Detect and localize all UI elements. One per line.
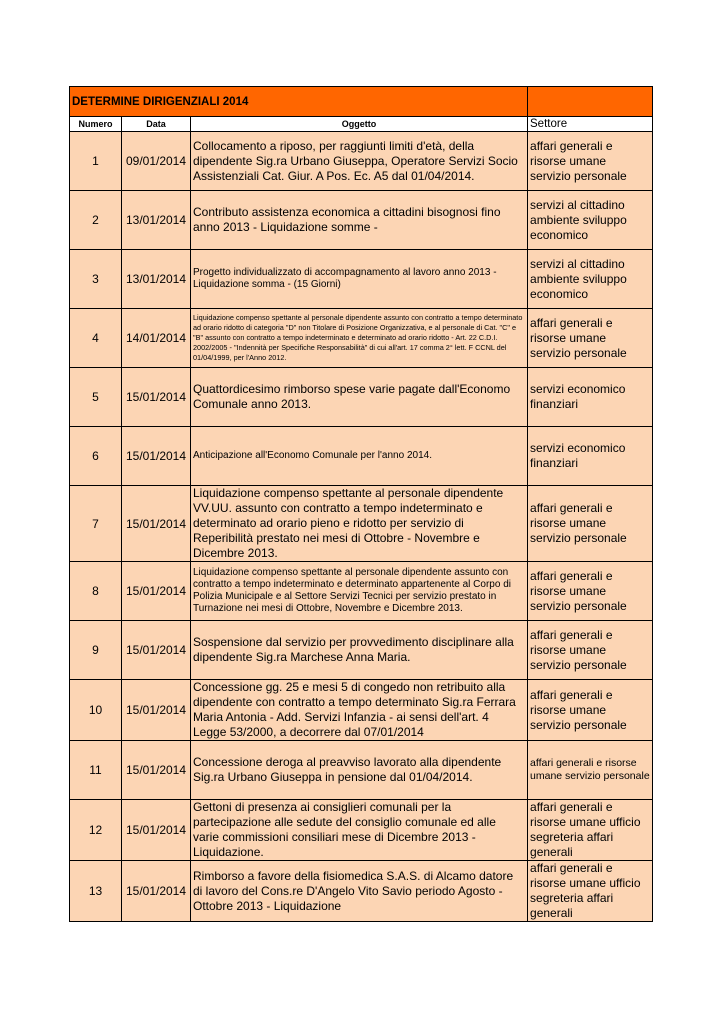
row-oggetto: Liquidazione compenso spettante al personale dipendente assunto con contratto a tempo indeterminato e determinato appartenente al Corpo di Polizia Municipale e al Settore Servizi Tecnici per servizio prestato in Turnazione nei mesi di Ottobre, Novembre e Dicembre 2013. — [191, 562, 528, 621]
row-numero: 9 — [70, 621, 122, 680]
row-numero: 11 — [70, 741, 122, 800]
row-oggetto: Rimborso a favore della fisiomedica S.A.S. di Alcamo datore di lavoro del Cons.re D'Angelo Vito Savio periodo Agosto - Ottobre 2013 - Liquidazione — [191, 861, 528, 922]
title-row — [70, 87, 653, 117]
row-oggetto: Gettoni di presenza ai consiglieri comunali per la partecipazione alle sedute del consiglio comunale ed alle varie commissioni consiliari mese di Dicembre 2013 - Liquidazione. — [191, 800, 528, 861]
table-row — [70, 250, 653, 309]
row-oggetto: Sospensione dal servizio per provvedimento disciplinare alla dipendente Sig.ra Marchese Anna Maria. — [191, 621, 528, 680]
header-row — [70, 117, 653, 132]
row-settore: affari generali e risorse umane servizio personale — [528, 309, 653, 368]
row-settore: affari generali e risorse umane servizio personale — [528, 621, 653, 680]
row-numero: 8 — [70, 562, 122, 621]
row-numero: 13 — [70, 861, 122, 922]
row-oggetto: Quattordicesimo rimborso spese varie pagate dall'Economo Comunale anno 2013. — [191, 368, 528, 427]
row-numero: 7 — [70, 486, 122, 562]
table-title: DETERMINE DIRIGENZIALI 2014 — [70, 87, 528, 117]
row-oggetto: Contributo assistenza economica a cittadini bisognosi fino anno 2013 - Liquidazione somme - — [191, 191, 528, 250]
row-settore: affari generali e risorse umane servizio personale — [528, 741, 653, 800]
table-row — [70, 800, 653, 861]
row-numero: 10 — [70, 680, 122, 741]
row-oggetto: Concessione deroga al preavviso lavorato alla dipendente Sig.ra Urbano Giuseppa in pensione dal 01/04/2014. — [191, 741, 528, 800]
table-row — [70, 368, 653, 427]
table-row — [70, 741, 653, 800]
row-numero: 4 — [70, 309, 122, 368]
header-settore: Settore — [528, 117, 653, 132]
header-data: Data — [122, 117, 191, 132]
header-oggetto: Oggetto — [191, 117, 528, 132]
row-data: 15/01/2014 — [122, 741, 191, 800]
row-data: 15/01/2014 — [122, 427, 191, 486]
row-settore: affari generali e risorse umane servizio personale — [528, 562, 653, 621]
row-oggetto: Progetto individualizzato di accompagnamento al lavoro anno 2013 - Liquidazione somma - (15 Giorni) — [191, 250, 528, 309]
row-data: 15/01/2014 — [122, 486, 191, 562]
row-settore: servizi al cittadino ambiente sviluppo economico — [528, 191, 653, 250]
row-data: 15/01/2014 — [122, 800, 191, 861]
row-data: 13/01/2014 — [122, 250, 191, 309]
table-row — [70, 427, 653, 486]
table-row — [70, 562, 653, 621]
row-settore: affari generali e risorse umane servizio personale — [528, 132, 653, 191]
row-settore: servizi al cittadino ambiente sviluppo economico — [528, 250, 653, 309]
row-settore: servizi economico finanziari — [528, 368, 653, 427]
table-row — [70, 191, 653, 250]
row-data: 15/01/2014 — [122, 861, 191, 922]
row-numero: 3 — [70, 250, 122, 309]
row-oggetto: Concessione gg. 25 e mesi 5 di congedo non retribuito alla dipendente con contratto a tempo determinato Sig.ra Ferrara Maria Antonia - Add. Servizi Infanzia - ai sensi dell'art. 4 Legge 53/2000, a decorrere dal 07/01/2014 — [191, 680, 528, 741]
table-row — [70, 132, 653, 191]
row-numero: 6 — [70, 427, 122, 486]
row-data: 09/01/2014 — [122, 132, 191, 191]
row-settore: affari generali e risorse umane ufficio segreteria affari generali — [528, 861, 653, 922]
table-row — [70, 861, 653, 922]
row-data: 15/01/2014 — [122, 368, 191, 427]
header-numero: Numero — [70, 117, 122, 132]
row-oggetto: Liquidazione compenso spettante al personale dipendente assunto con contratto a tempo determinato ad orario ridotto di categoria "D" non Titolare di Posizione Organizzativa, e al personale di Cat. "C" e "B" assunto con contratto a tempo indeterminato e determinato ad orario ridotto - Art. 22 C.D.I. 2002/2005 - "Indennità per Specifiche Responsabilità" di cui all'art. 17 comma 2° lett. F CCNL del 01/04/1999, per l'Anno 2012. — [191, 309, 528, 368]
row-data: 15/01/2014 — [122, 680, 191, 741]
table-row — [70, 309, 653, 368]
row-oggetto: Anticipazione all'Economo Comunale per l'anno 2014. — [191, 427, 528, 486]
row-numero: 1 — [70, 132, 122, 191]
row-oggetto: Collocamento a riposo, per raggiunti limiti d'età, della dipendente Sig.ra Urbano Giuseppa, Operatore Servizi Socio Assistenziali Cat. Giur. A Pos. Ec. A5 dal 01/04/2014. — [191, 132, 528, 191]
row-numero: 5 — [70, 368, 122, 427]
table-row — [70, 621, 653, 680]
row-settore: servizi economico finanziari — [528, 427, 653, 486]
title-row-empty-cell — [528, 87, 653, 117]
table-row — [70, 680, 653, 741]
table-row — [70, 486, 653, 562]
row-numero: 2 — [70, 191, 122, 250]
row-oggetto: Liquidazione compenso spettante al personale dipendente VV.UU. assunto con contratto a tempo indeterminato e determinato ad orario pieno e ridotto per servizio di Reperibilità prestato nei mesi di Ottobre - Novembre e Dicembre 2013. — [191, 486, 528, 562]
row-data: 15/01/2014 — [122, 562, 191, 621]
determine-table — [69, 86, 653, 922]
row-numero: 12 — [70, 800, 122, 861]
row-data: 14/01/2014 — [122, 309, 191, 368]
row-settore: affari generali e risorse umane servizio personale — [528, 680, 653, 741]
row-data: 15/01/2014 — [122, 621, 191, 680]
row-data: 13/01/2014 — [122, 191, 191, 250]
row-settore: affari generali e risorse umane ufficio segreteria affari generali — [528, 800, 653, 861]
row-settore: affari generali e risorse umane servizio personale — [528, 486, 653, 562]
